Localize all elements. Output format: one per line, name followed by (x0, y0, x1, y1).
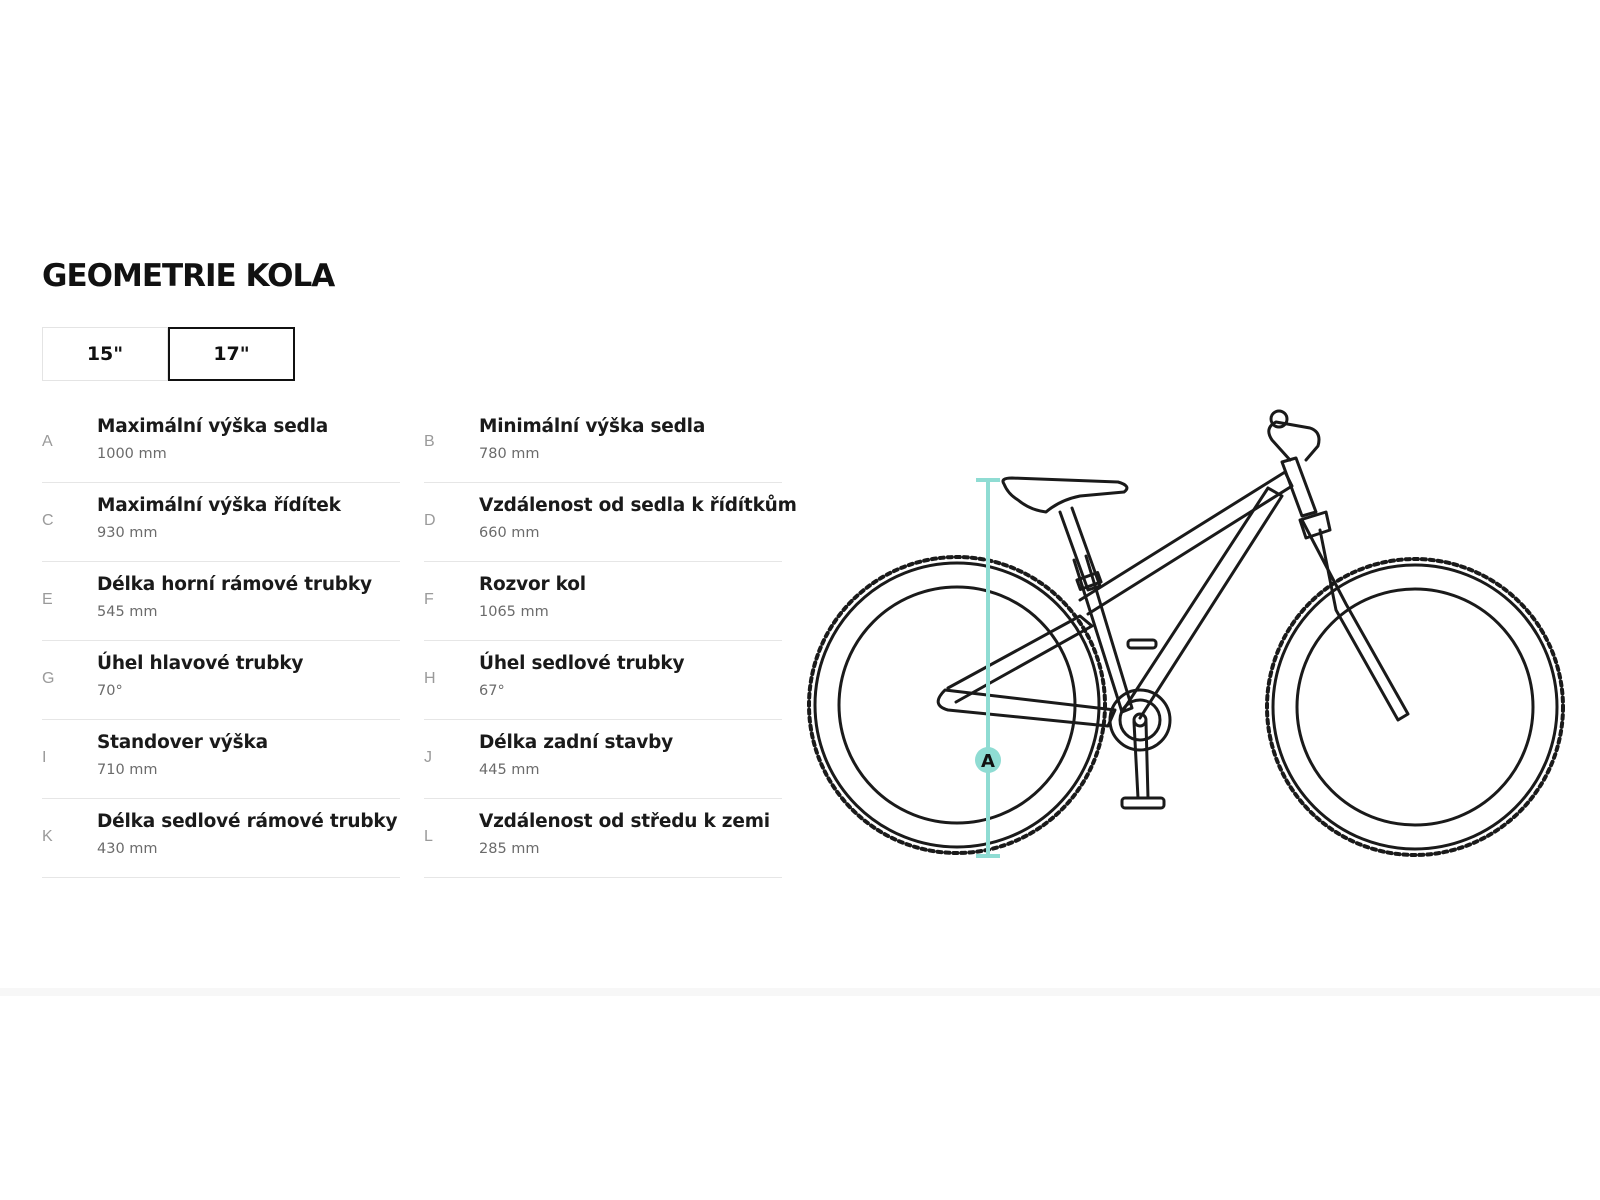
chainring-inner (1120, 700, 1160, 740)
geometry-value: 430 mm (97, 841, 158, 857)
front-tire-inner (1273, 565, 1557, 849)
front-rim (1297, 589, 1533, 825)
geometry-letter: J (424, 749, 432, 766)
geometry-column-left (42, 404, 400, 878)
geometry-value: 445 mm (479, 762, 540, 778)
geometry-letter: G (42, 670, 55, 687)
size-tab-17[interactable]: 17" (168, 327, 295, 381)
geometry-row-b[interactable] (424, 404, 782, 483)
geometry-letter: F (424, 591, 434, 608)
section-divider (0, 988, 1600, 996)
geometry-value: 67° (479, 683, 505, 699)
geometry-row-i[interactable] (42, 720, 400, 799)
bike-diagram (800, 400, 1580, 870)
geometry-name: Délka horní rámové trubky (97, 574, 372, 595)
bicycle-icon (800, 400, 1580, 870)
geometry-value: 1065 mm (479, 604, 549, 620)
geometry-row-a[interactable] (42, 404, 400, 483)
geometry-name: Úhel hlavové trubky (97, 653, 304, 674)
measurement-marker-label: A (981, 751, 995, 772)
geometry-value: 930 mm (97, 525, 158, 541)
geometry-name: Minimální výška sedla (479, 416, 706, 437)
size-tabs (42, 327, 295, 381)
rear-triangle (938, 690, 1115, 726)
seatstay (948, 616, 1092, 702)
geometry-value: 660 mm (479, 525, 540, 541)
head-tube (1282, 458, 1316, 516)
geometry-row-k[interactable] (42, 799, 400, 878)
geometry-letter: I (42, 749, 47, 766)
geometry-row-j[interactable] (424, 720, 782, 799)
geometry-name: Maximální výška řídítek (97, 495, 341, 516)
geometry-row-f[interactable] (424, 562, 782, 641)
geometry-letter: C (42, 512, 54, 529)
geometry-name: Vzdálenost od sedla k řídítkům (479, 495, 797, 516)
geometry-name: Maximální výška sedla (97, 416, 329, 437)
front-tire (1267, 559, 1563, 855)
geometry-value: 545 mm (97, 604, 158, 620)
geometry-row-h[interactable] (424, 641, 782, 720)
geometry-letter: E (42, 591, 53, 608)
geometry-name: Délka zadní stavby (479, 732, 674, 753)
geometry-row-c[interactable] (42, 483, 400, 562)
geometry-value: 285 mm (479, 841, 540, 857)
measurement-a (976, 480, 1000, 856)
geometry-row-e[interactable] (42, 562, 400, 641)
page-title: GEOMETRIE KOLA (42, 258, 335, 294)
size-tab-15[interactable]: 15" (42, 327, 168, 381)
geometry-letter: H (424, 670, 436, 687)
geometry-letter: K (42, 828, 53, 845)
geometry-letter: B (424, 433, 435, 450)
geometry-name: Standover výška (97, 732, 268, 753)
handlebar-end (1271, 411, 1287, 427)
geometry-value: 780 mm (479, 446, 540, 462)
pedal (1122, 798, 1164, 808)
geometry-letter: D (424, 512, 436, 529)
geometry-value: 70° (97, 683, 123, 699)
geometry-name: Úhel sedlové trubky (479, 653, 685, 674)
geometry-row-l[interactable] (424, 799, 782, 878)
geometry-value: 1000 mm (97, 446, 167, 462)
rear-tire-inner (815, 563, 1099, 847)
geometry-letter: A (42, 433, 53, 450)
geometry-value: 710 mm (97, 762, 158, 778)
geometry-row-d[interactable] (424, 483, 797, 562)
geometry-row-g[interactable] (42, 641, 400, 720)
geometry-column-right (424, 404, 797, 878)
saddle (1003, 478, 1127, 512)
geometry-name: Rozvor kol (479, 574, 586, 595)
geometry-name: Délka sedlové rámové trubky (97, 811, 398, 832)
geometry-letter: L (424, 828, 433, 845)
fork (1302, 520, 1408, 720)
crank-arm (1134, 722, 1148, 798)
rear-rim (839, 587, 1075, 823)
geometry-name: Vzdálenost od středu k zemi (479, 811, 770, 832)
rear-brake (1128, 640, 1156, 648)
